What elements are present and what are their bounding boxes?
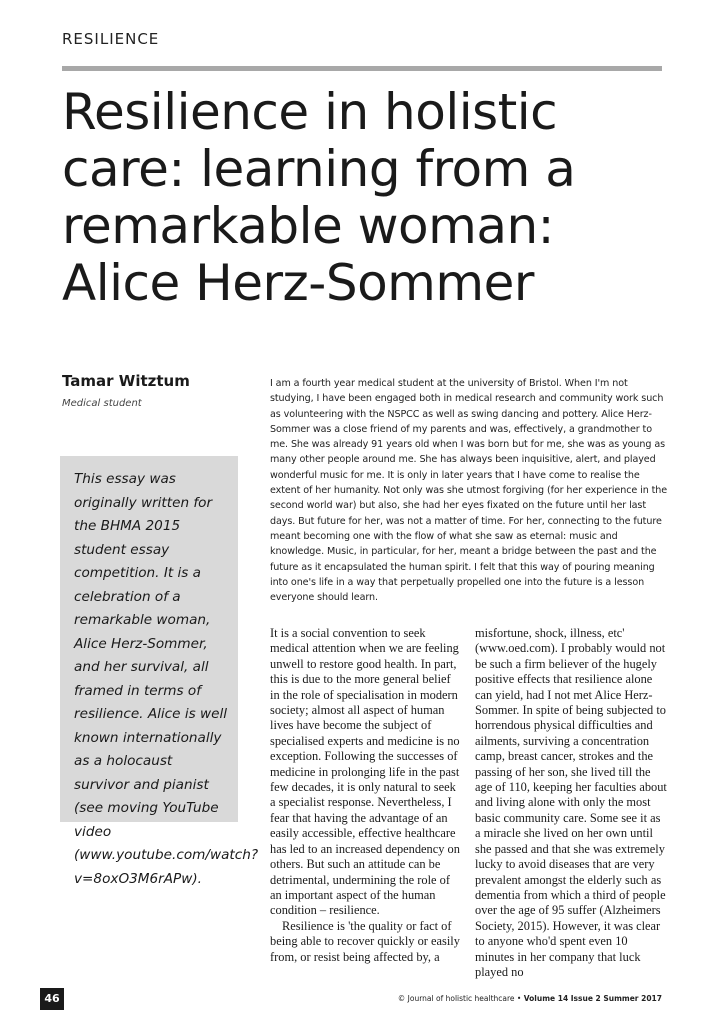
section-label: RESILIENCE xyxy=(62,30,160,48)
author-intro: I am a fourth year medical student at the university of Bristol. When I'm not studying, I have been engaged both in medical research and community work such as volunteering with the NSPCC as well as swing dancing and pottery. Alice Herz-Sommer was a close friend of my parents and was, effectively, a grandmother to me. She was already 91 years old when I was born but for me, she was as young as many other people around me. She has always been inquisitive, alert, and played wonderful music for me. It is only in later years that I have come to realise the extent of her humanity. Not only was she utmost forgiving (for her experience in the second world war) but also, she had her eyes fixated on the future until her last days. But future for her, was not a matter of time. For her, connecting to the future meant becoming one with the flow of what she saw as eternal: music and knowledge. Music, in particular, for her, meant a bridge between the past and the future as it encapsulated the human spirit. I felt that this way of pouring meaning into one's life in a way that perpetually propelled one into the future is a lesson everyone should learn. xyxy=(270,378,668,604)
journal-name: © Journal of holistic healthcare • xyxy=(397,994,522,1003)
body-column-1 xyxy=(270,626,462,965)
author-name: Tamar Witztum xyxy=(62,372,190,390)
body-column-2 xyxy=(475,626,667,980)
essay-callout-box: This essay was originally written for the BHMA 2015 student essay competition. It is a celebration of a remarkable woman, Alice Herz-Sommer, and her survival, all framed in terms of resilience. Alice is well known internationally as a holocaust survivor and pianist (see moving YouTube video (www.youtube.com/watch?v=8oxO3M6rAPw). xyxy=(60,456,238,822)
body-paragraph: misfortune, shock, illness, etc' (www.oed.com). I probably would not be such a firm believer of the hugely positive effects that resilience alone can yield, had I not met Alice Herz-Sommer. In spite of being subjected to horrendous physical difficulties and ailments, surviving a concentration camp, breast cancer, strokes and the passing of her son, she lived till the age of 110, keeping her faculties about and living alone with only the most basic community care. Some see it as a miracle she lived on her own until she passed and that she was extremely lucky to avoid diseases that are very prevalent amongst the elderly such as dementia from which a third of people over the age of 95 suffer (Alzheimers Society, 2015). However, it was clear to anyone who'd spent even 10 minutes in her company that luck played no xyxy=(475,626,667,979)
header-rule xyxy=(62,66,662,71)
article-title: Resilience in holistic care: learning from a remarkable woman: Alice Herz-Sommer xyxy=(62,83,576,312)
journal-footer xyxy=(398,994,662,1003)
body-paragraph: It is a social convention to seek medical attention when we are feeling unwell to restore good health. In part, this is due to the more general belief in the role of specialisation in modern society; almost all aspect of human lives have become the subject of specialised experts and medicine is no exception. Following the successes of medicine in prolonging life in the past few decades, it is only natural to seek a specialist response. Nevertheless, I fear that having the advantage of an easily accessible, effective healthcare has led to an increased dependency on others. But such an attitude can be detrimental, undermining the role of an important aspect of the human condition – resilience. xyxy=(270,626,460,918)
author-role: Medical student xyxy=(62,398,142,409)
body-paragraph: Resilience is 'the quality or fact of being able to recover quickly or easily from, or resist being affected by, a xyxy=(270,918,460,964)
page-number: 46 xyxy=(40,988,64,1010)
journal-issue: Volume 14 Issue 2 Summer 2017 xyxy=(523,994,662,1003)
